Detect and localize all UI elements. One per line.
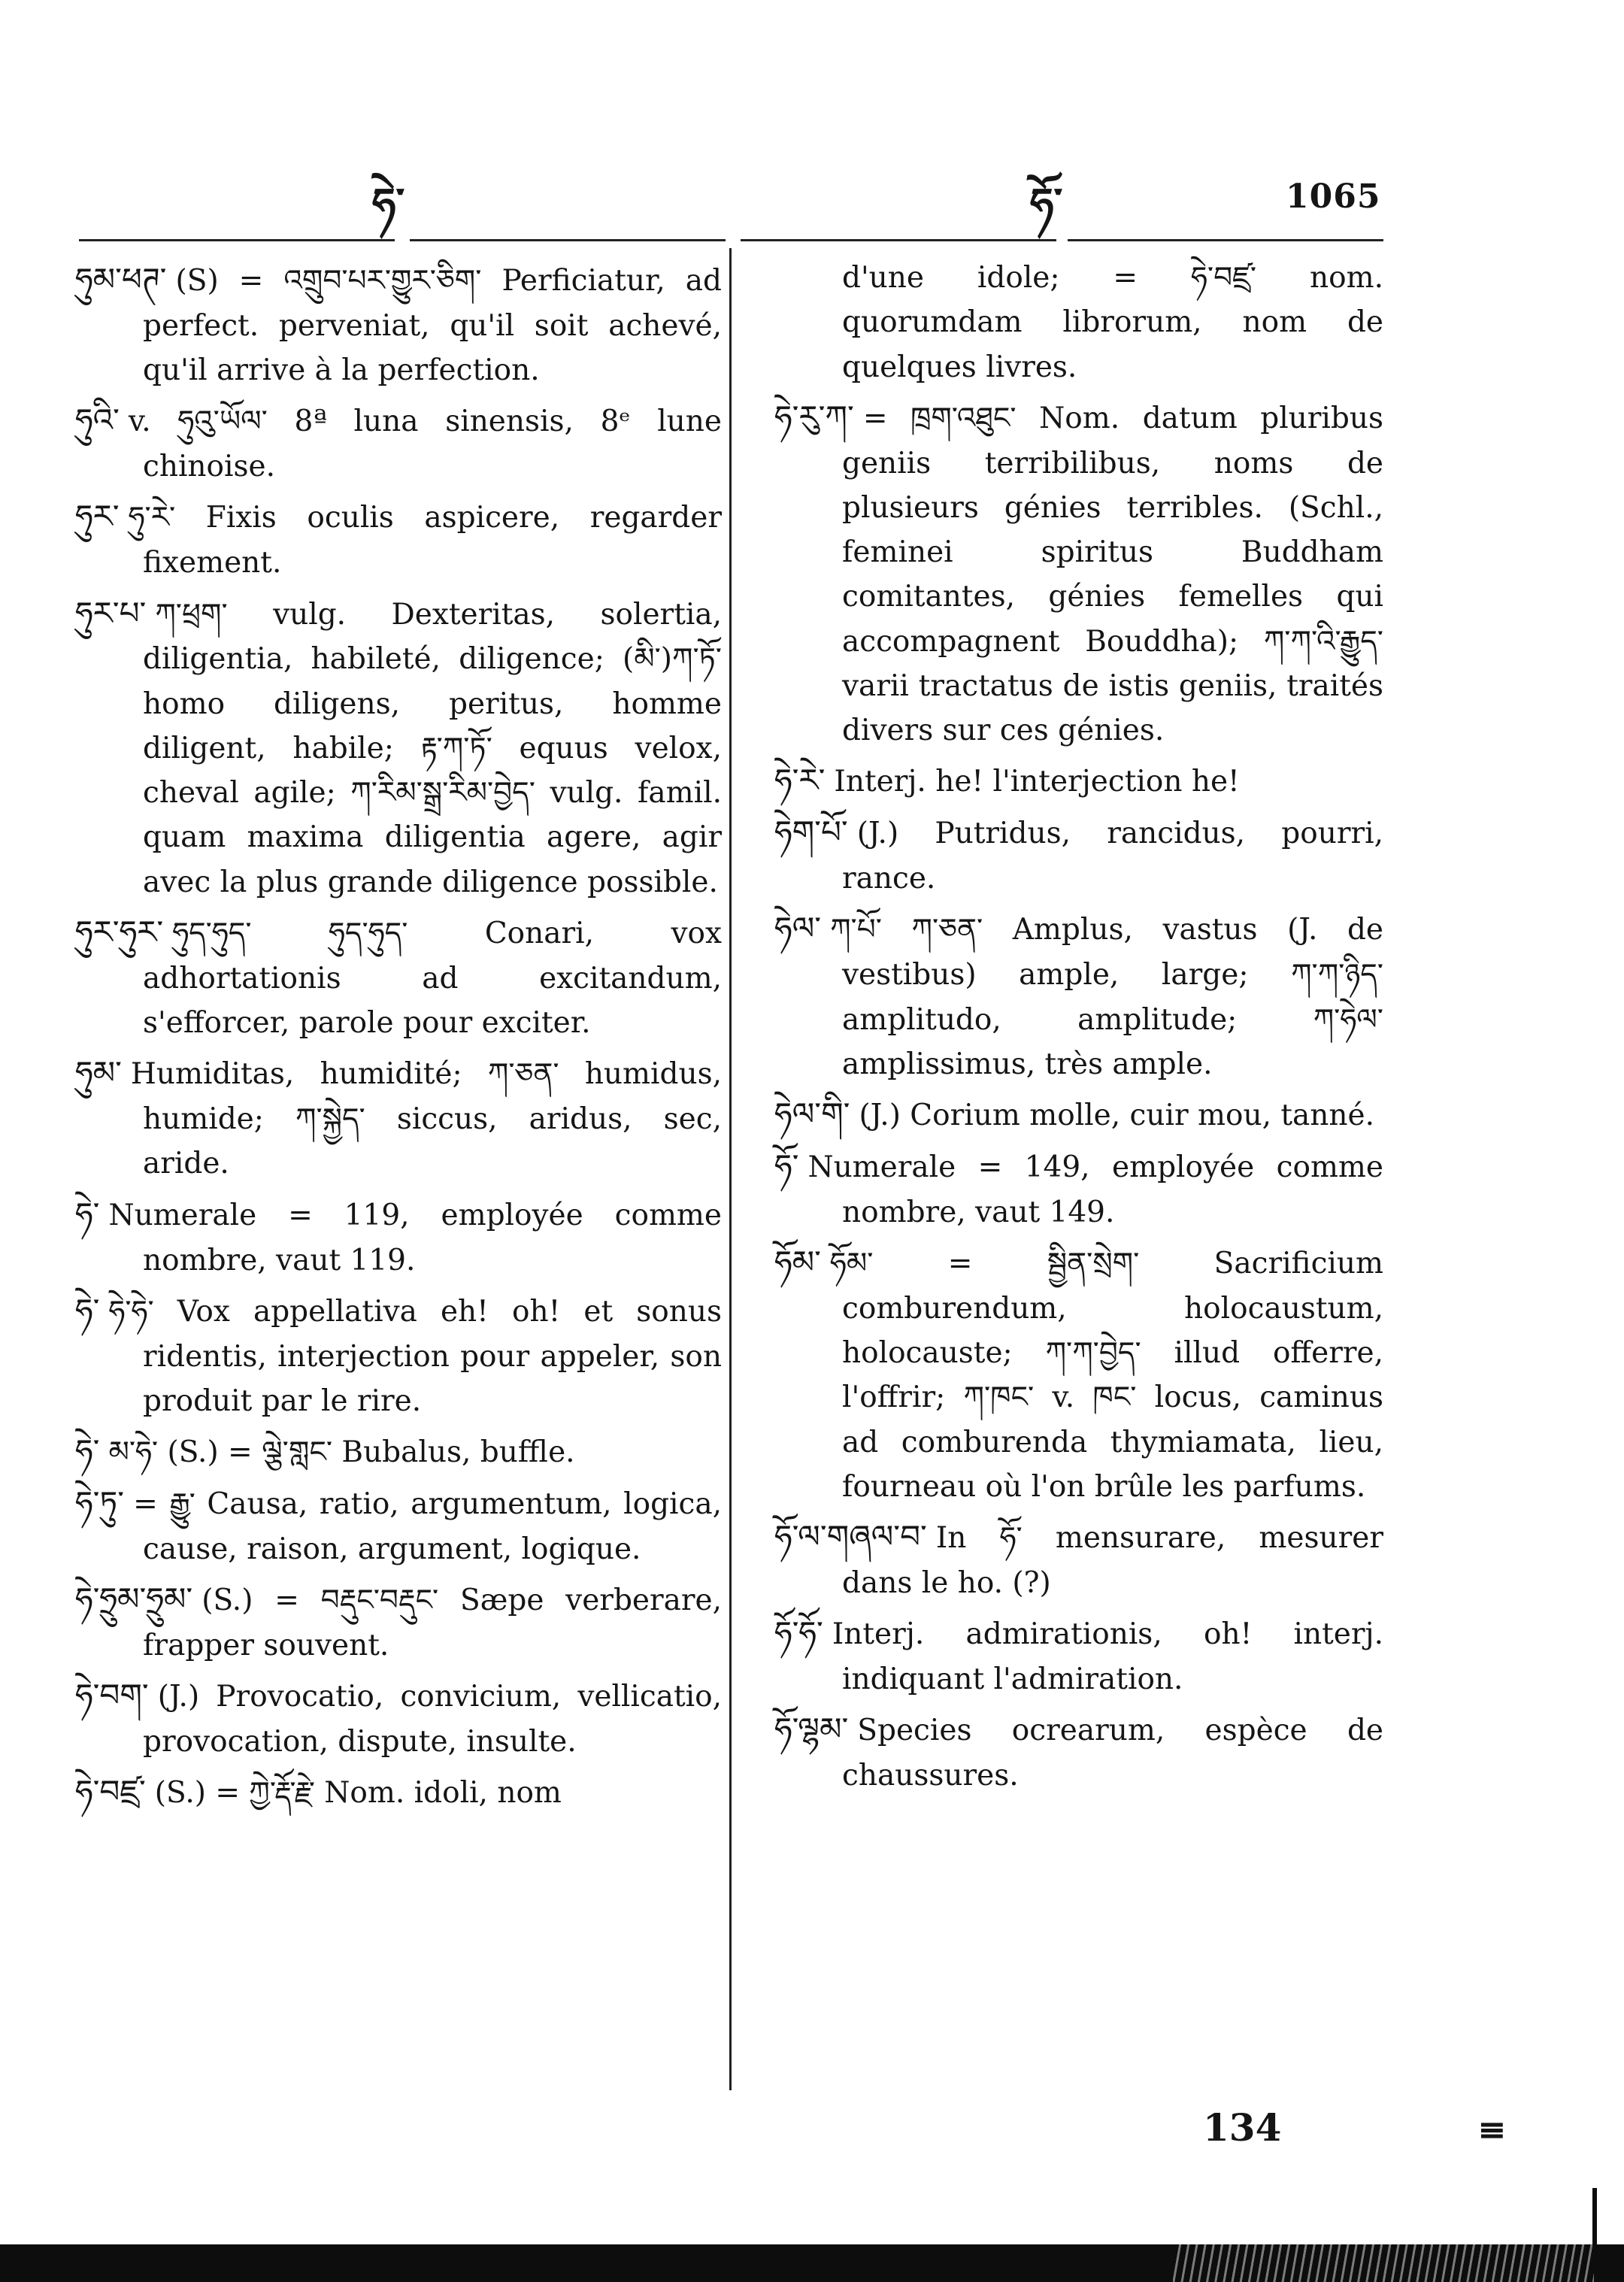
entry-definition: Numerale = 149, employée comme nombre, vaut 149. bbox=[807, 1150, 1383, 1229]
printer-mark: ≡ bbox=[1477, 2109, 1507, 2150]
dictionary-entry bbox=[75, 1671, 722, 1764]
entry-headword: ཧོ་ཧོ་ bbox=[774, 1614, 823, 1652]
entry-definition: Interj. admirationis, oh! interj. indiquant l'admiration. bbox=[832, 1617, 1383, 1697]
entry-definition: ཧེ་ཧེ་ Vox appellativa eh! oh! et sonus ridentis, interjection pour appeler, son produit par le rire. bbox=[108, 1294, 722, 1418]
header-rule-right-2 bbox=[1068, 239, 1383, 241]
entry-headword: ཧོ་ bbox=[774, 1147, 799, 1184]
page-number: 1065 bbox=[1286, 177, 1381, 216]
entry-definition: Species ocrearum, espèce de chaussures. bbox=[842, 1714, 1383, 1793]
entry-definition: ཀ་པོ་ ཀ་ཅན་ Amplus, vastus (J. de vestibus) ample, large; ཀ་ཀ་ཉིད་ amplitudo, amplitude; ཀ་ཧེལ་ amplissimus, très ample. bbox=[830, 913, 1383, 1081]
signature-number: 134 bbox=[1203, 2105, 1282, 2150]
entry-definition: d'une idole; = ཧེ་བཛྲ་ nom. quorumdam librorum, nom de quelques livres. bbox=[842, 261, 1383, 384]
entry-definition: Numerale = 119, employée comme nombre, vaut 119. bbox=[108, 1198, 722, 1277]
header-rule-left-2 bbox=[410, 239, 726, 241]
scan-edge-line bbox=[1592, 2188, 1597, 2271]
left-column bbox=[75, 256, 722, 1820]
dictionary-entry bbox=[75, 492, 722, 585]
entry-definition: = རྒྱུ་ Causa, ratio, argumentum, logica, cause, raison, argument, logique. bbox=[133, 1486, 722, 1566]
dictionary-entry bbox=[774, 1705, 1383, 1798]
entry-headword: ཧེལ་གི་ bbox=[774, 1096, 850, 1133]
right-running-head: ཧོ་ bbox=[1030, 179, 1063, 229]
entry-headword: ཧུའི་ bbox=[75, 402, 120, 439]
entry-headword: ཧེ་རེ་ bbox=[774, 762, 826, 799]
header-rule-left-1 bbox=[79, 239, 395, 241]
header-rule-right-1 bbox=[741, 239, 1056, 241]
dictionary-entry bbox=[75, 1575, 722, 1668]
entry-headword: ཧོམ་ bbox=[774, 1243, 821, 1280]
column-divider bbox=[729, 248, 732, 2090]
dictionary-entry bbox=[774, 1090, 1383, 1138]
entry-definition: v. ཧུའུ་ཡོལ་ 8ª luna sinensis, 8ᵉ lune chinoise. bbox=[128, 405, 722, 484]
entry-definition: (S.) = ཀྱེ་རྡོ་རྗེ་ Nom. idoli, nom bbox=[154, 1776, 562, 1811]
entry-headword: ཧེ་བག་ bbox=[75, 1677, 149, 1714]
dictionary-entry bbox=[774, 1513, 1383, 1605]
entry-definition: Interj. he! l'interjection he! bbox=[834, 765, 1240, 799]
scan-edge-texture bbox=[1173, 2244, 1594, 2282]
dictionary-entry bbox=[75, 1286, 722, 1423]
entry-headword: ཧེ་ bbox=[75, 1195, 100, 1232]
entry-headword: ཧེ་ bbox=[75, 1432, 100, 1470]
entry-headword: ཧེ་ bbox=[75, 1291, 100, 1329]
entry-definition: (S.) = བརྡུང་བརྡུང་ Sæpe verberare, frapper souvent. bbox=[143, 1583, 722, 1662]
dictionary-entry bbox=[774, 256, 1383, 389]
entry-headword: ཧེག་པོ་ bbox=[774, 814, 848, 851]
entry-headword: ཧེ་ཧྲུམ་ཧྲུམ་ bbox=[75, 1580, 193, 1618]
dictionary-entry bbox=[75, 1479, 722, 1571]
entry-definition: (J.) Corium molle, cuir mou, tanné. bbox=[859, 1099, 1374, 1133]
entry-definition: མ་ཧེ་ (S.) = ལྕེ་གླང་ Bubalus, buffle. bbox=[108, 1435, 575, 1470]
entry-headword: ཧུར་པ་ bbox=[75, 594, 147, 632]
right-column bbox=[774, 256, 1383, 1802]
entry-definition: Humiditas, humidité; ཀ་ཅན་ humidus, humide; ཀ་སྐྱེད་ siccus, aridus, sec, aride. bbox=[130, 1057, 722, 1181]
entry-headword: ཧུར་ bbox=[75, 498, 120, 535]
dictionary-entry bbox=[75, 256, 722, 392]
dictionary-entry bbox=[774, 1609, 1383, 1702]
entry-definition: (J.) Putridus, rancidus, pourri, rance. bbox=[842, 817, 1383, 896]
dictionary-entry bbox=[774, 1142, 1383, 1235]
dictionary-entry bbox=[774, 1238, 1383, 1509]
left-running-head: ཧེ་ bbox=[372, 179, 405, 229]
dictionary-entry bbox=[75, 396, 722, 489]
entry-definition: = ཁྲག་འཐུང་ Nom. datum pluribus geniis terribilibus, noms de plusieurs génies terribles. (Schl., feminei spiritus Buddham comitantes, génies femelles qui accompagnent Bouddha); ཀ་ཀ་འི་རྒྱུད་ varii tractatus de istis geniis, traités divers sur ces génies. bbox=[842, 401, 1383, 748]
dictionary-entry bbox=[75, 1190, 722, 1283]
entry-definition: ཧུ་རེ་ Fixis oculis aspicere, regarder fixement. bbox=[128, 501, 722, 580]
dictionary-entry bbox=[774, 393, 1383, 753]
entry-headword: ཧོ་ལ་གཞལ་བ་ bbox=[774, 1518, 927, 1556]
dictionary-entry bbox=[774, 756, 1383, 805]
entry-definition: ཀ་ཕྲག་ vulg. Dexteritas, solertia, diligentia, habileté, diligence; (མི་)ཀ་ཏོ་ homo diligens, peritus, homme diligent, habile; རྟ་ཀ་ཏོ་ equus velox, cheval agile; ཀ་རིམ་སྒྲ་རིམ་བྱེད་ vulg. famil. quam maxima diligentia agere, agir avec la plus grande diligence possible. bbox=[143, 597, 722, 899]
entry-headword: ཧེ་རུ་ཀ་ bbox=[774, 398, 854, 435]
entry-definition: In ཧོ་ mensurare, mesurer dans le ho. (?) bbox=[842, 1521, 1383, 1600]
dictionary-entry bbox=[75, 1049, 722, 1186]
dictionary-entry bbox=[75, 908, 722, 1045]
entry-headword: ཧེ་བཛྲ་ bbox=[75, 1773, 146, 1811]
entry-headword: ཧུམ་ཕཊ་ bbox=[75, 261, 167, 298]
entry-definition: ཧོམ་ = སྦྱིན་སྲེག་ Sacrificium comburendum, holocaustum, holocauste; ཀ་ཀ་བྱེད་ illud offerre, l'offrir; ཀ་ཁང་ v. ཁང་ locus, caminus ad comburenda thymiamata, lieu, fourneau où l'on brûle les parfums. bbox=[829, 1246, 1383, 1504]
entry-definition: (J.) Provocatio, convicium, vellicatio, provocation, dispute, insulte. bbox=[143, 1680, 722, 1759]
dictionary-entry bbox=[774, 808, 1383, 901]
dictionary-entry bbox=[75, 1768, 722, 1816]
entry-definition: (S) = འགྲུབ་པར་གྱུར་ཅིག་ Perficiatur, ad perfect. perveniat, qu'il soit achevé, qu'il arrive à la perfection. bbox=[143, 264, 722, 388]
dictionary-entry bbox=[75, 589, 722, 905]
dictionary-entry bbox=[75, 1427, 722, 1475]
entry-headword: ཧུར་ཧུར་ bbox=[75, 913, 164, 950]
entry-headword: ཧུམ་ bbox=[75, 1054, 122, 1092]
entry-headword: ཧོ་ལྷམ་ bbox=[774, 1711, 849, 1748]
dictionary-entry bbox=[774, 905, 1383, 1086]
entry-definition: ཧུད་ཧུད་ ཧུད་ཧུད་ Conari, vox adhortationis ad excitandum, s'efforcer, parole pour exciter. bbox=[143, 916, 722, 1041]
entry-headword: ཧེལ་ bbox=[774, 910, 822, 947]
entry-headword: ཧེ་ཏུ་ bbox=[75, 1483, 125, 1521]
